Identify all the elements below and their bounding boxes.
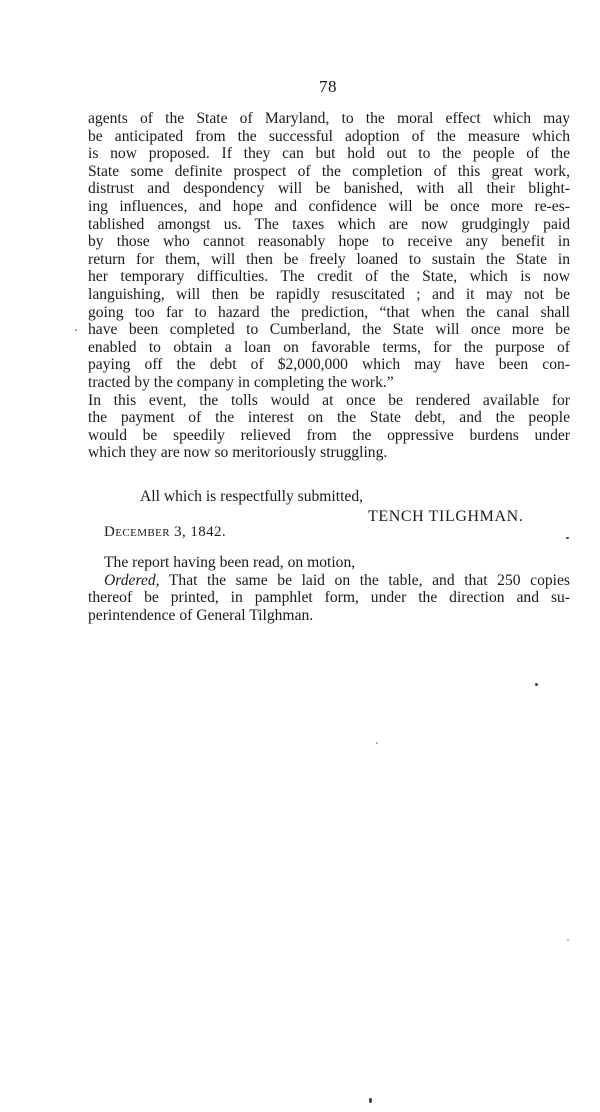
scan-speck: [567, 939, 569, 941]
closing-line: All which is respectfully submitted,: [140, 488, 364, 505]
resolution-block: [88, 554, 570, 624]
scan-speck: [535, 683, 538, 686]
scan-speck: [75, 329, 77, 331]
text-line: tracted by the company in completing the work.”: [88, 373, 394, 391]
text-line-rest: That the same be laid on the table, and that 250 copies: [159, 571, 570, 589]
text-line: going too far to hazard the prediction, “that when the canal shall: [88, 303, 570, 321]
text-line: tablished amongst us. The taxes which are now grudgingly paid: [88, 215, 570, 233]
text-line: which they are now so meritoriously struggling.: [88, 444, 388, 462]
text-line: is now proposed. If they can but hold out to the people of the: [88, 145, 570, 163]
text-line: be anticipated from the successful adoption of the measure which: [88, 127, 570, 145]
text-line: by those who cannot reasonably hope to receive any benefit in: [88, 233, 570, 251]
text-line: In this event, the tolls would at once be rendered available for: [88, 391, 570, 409]
text-line: distrust and despondency will be banished, with all their blight-: [88, 180, 570, 198]
paragraph-1: [88, 110, 570, 392]
scan-speck: [369, 1098, 372, 1103]
text-line: her temporary difficulties. The credit of the State, which is now: [88, 268, 570, 286]
ordered-word: Ordered,: [104, 571, 160, 589]
text-line: [104, 572, 570, 590]
text-line: agents of the State of Maryland, to the moral effect which may: [88, 110, 570, 127]
text-line: enabled to obtain a loan on favorable terms, for the purpose of: [88, 338, 570, 356]
scan-speck: [566, 537, 569, 539]
text-line: thereof be printed, in pamphlet form, under the direction and su-: [88, 589, 570, 607]
paragraph-2: [88, 392, 570, 462]
signature: TENCH TILGHMAN.: [368, 508, 524, 525]
scan-speck: [376, 742, 378, 744]
text-line: would be speedily relieved from the oppressive burdens under: [88, 426, 570, 444]
report-body: [88, 110, 570, 462]
text-line: State some definite prospect of the completion of this great work,: [88, 162, 570, 180]
text-line: return for them, will then be freely loaned to sustain the State in: [88, 250, 570, 268]
text-line: languishing, will then be rapidly resuscitated ; and it may not be: [88, 285, 570, 303]
text-line: the payment of the interest on the State debt, and the people: [88, 409, 570, 427]
text-line: paying off the debt of $2,000,000 which may have been con-: [88, 356, 570, 374]
report-date: December 3, 1842.: [104, 524, 227, 540]
text-line: ing influences, and hope and confidence will be once more re-es-: [88, 197, 570, 215]
page-number: 78: [319, 77, 337, 96]
text-line: have been completed to Cumberland, the State will once more be: [88, 321, 570, 339]
text-line: The report having been read, on motion,: [104, 554, 356, 571]
text-line: perintendence of General Tilghman.: [88, 606, 314, 624]
